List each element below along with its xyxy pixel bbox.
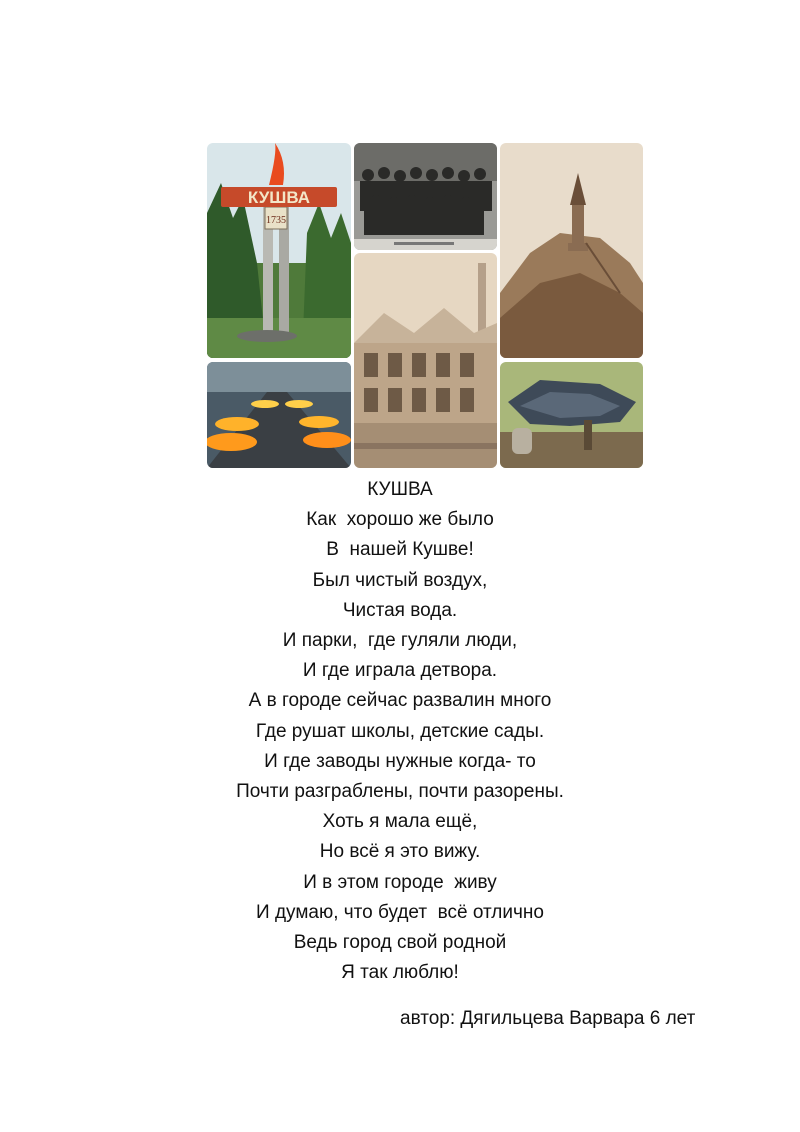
steel-mill-photo bbox=[207, 362, 351, 468]
poem-line: И в этом городе живу bbox=[303, 871, 497, 893]
poem-line: Где рушат школы, детские сады. bbox=[255, 720, 545, 742]
city-sign-photo bbox=[207, 143, 351, 358]
poem-line: Но всё я это вижу. bbox=[319, 841, 481, 863]
poem-line: В нашей Кушве! bbox=[326, 539, 474, 561]
author-credit: автор: Дягильцева Варвара 6 лет bbox=[400, 1008, 696, 1029]
photo-collage bbox=[207, 143, 643, 468]
poem-line: И думаю, что будет всё отлично bbox=[256, 901, 544, 923]
poem-line: Ведь город свой родной bbox=[293, 932, 507, 954]
poem-line: Хоть я мала ещё, bbox=[322, 811, 478, 833]
poem-line: Как хорошо же было bbox=[306, 509, 494, 531]
factory-photo bbox=[354, 253, 497, 468]
poem-line: Почти разграблены, почти разорены. bbox=[236, 781, 564, 803]
mountain-tower-photo bbox=[500, 143, 643, 358]
poem-line: И где заводы нужные когда- то bbox=[264, 750, 536, 772]
poem-title: КУШВА bbox=[367, 479, 433, 500]
poem-line: А в городе сейчас развалин много bbox=[248, 690, 552, 712]
sign-year: 1735 bbox=[266, 215, 286, 226]
poem-line: Чистая вода. bbox=[342, 599, 458, 621]
poem-line: Был чистый воздух, bbox=[312, 569, 488, 591]
sign-text: КУШВА bbox=[247, 188, 311, 207]
poem-line: Я так люблю! bbox=[341, 962, 459, 984]
poem bbox=[0, 475, 800, 988]
group-photo bbox=[354, 143, 497, 250]
poem-line: И парки, где гуляли люди, bbox=[282, 630, 518, 652]
poem-line: И где играла детвора. bbox=[302, 660, 498, 682]
boulder-photo bbox=[500, 362, 643, 468]
